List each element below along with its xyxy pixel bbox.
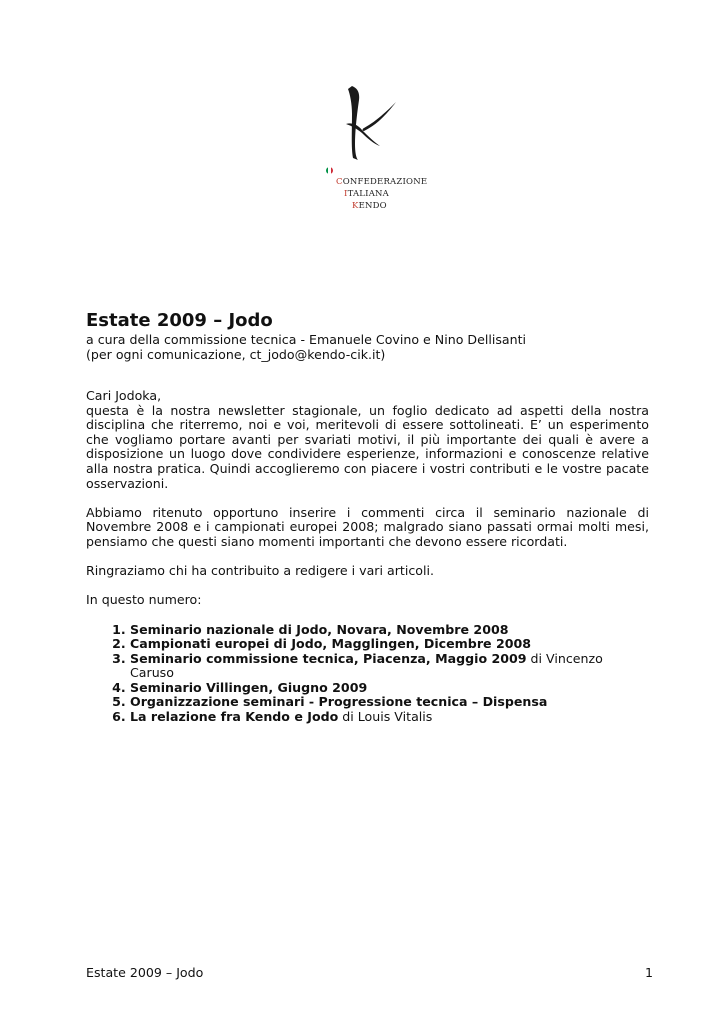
issue-title: Seminario commissione tecnica, Piacenza, Maggio 2009 xyxy=(130,650,527,666)
issue-author: di Louis Vitalis xyxy=(338,709,433,725)
issue-title: La relazione fra Kendo e Jodo xyxy=(130,709,339,725)
italian-flag-icon xyxy=(326,167,333,174)
issue-item xyxy=(130,623,649,638)
thanks-paragraph: Ringraziamo chi ha contribuito a redigere i vari articoli. xyxy=(86,563,434,579)
contents-heading: In questo numero: xyxy=(86,592,202,608)
issue-item xyxy=(130,637,649,652)
issue-list xyxy=(86,623,649,725)
issue-item xyxy=(130,652,649,681)
logo-wordmark xyxy=(336,176,427,212)
logo-line-text: TALIANA xyxy=(347,189,390,199)
issue-title: Seminario nazionale di Jodo, Novara, Novembre 2008 xyxy=(130,621,509,637)
document-body xyxy=(86,389,649,725)
footer-title: Estate 2009 – Jodo xyxy=(86,965,204,980)
contact-line: (per ogni comunicazione, ct_jodo@kendo-cik.it) xyxy=(86,347,386,362)
issue-author: di Vincenzo Caruso xyxy=(130,650,603,681)
logo-line-text: ENDO xyxy=(358,201,387,211)
logo-line-italiana xyxy=(336,188,427,200)
issue-title: Seminario Villingen, Giugno 2009 xyxy=(130,679,368,695)
logo-line-confederazione xyxy=(336,176,427,188)
issue-item xyxy=(130,681,649,696)
issue-item xyxy=(130,695,649,710)
logo-initial: C xyxy=(336,177,343,187)
document-subtitle: a cura della commissione tecnica - Emanuele Covino e Nino Dellisanti xyxy=(86,332,527,347)
document-title: Estate 2009 – Jodo xyxy=(86,310,273,331)
greeting: Cari Jodoka, xyxy=(86,388,162,403)
intro-paragraph: questa è la nostra newsletter stagionale, un foglio dedicato ad aspetti della nostra disciplina che riterremo, noi e voi, meritevoli di essere sottolineati. E’ un esperimento che vogliamo portare avanti per svariati motivi, il più importante dei quali è avere a disposizione un luogo dove condividere esperienze, informazioni e conoscenze relative alla nostra pratica. Quindi accoglieremo con piacere i vostri contributi e le vostre pacate osservazioni. xyxy=(86,402,649,491)
issue-title: Organizzazione seminari - Progressione tecnica – Dispensa xyxy=(130,694,548,710)
cik-logo xyxy=(322,80,432,215)
page-number: 1 xyxy=(644,965,653,980)
comments-paragraph: Abbiamo ritenuto opportuno inserire i commenti circa il seminario nazionale di Novembre 2008 e i campionati europei 2008; malgrado siano passati ormai molti mesi, pensiamo che questi siano momenti importanti che devono essere ricordati. xyxy=(86,504,649,549)
logo-initial: K xyxy=(352,201,359,211)
logo-line-kendo xyxy=(336,200,427,212)
issue-title: Campionati europei di Jodo, Magglingen, Dicembre 2008 xyxy=(130,636,532,652)
issue-item xyxy=(130,710,649,725)
k-brushstroke-icon xyxy=(322,80,432,175)
logo-line-text: ONFEDERAZIONE xyxy=(342,177,428,187)
logo-initial: I xyxy=(344,189,348,199)
